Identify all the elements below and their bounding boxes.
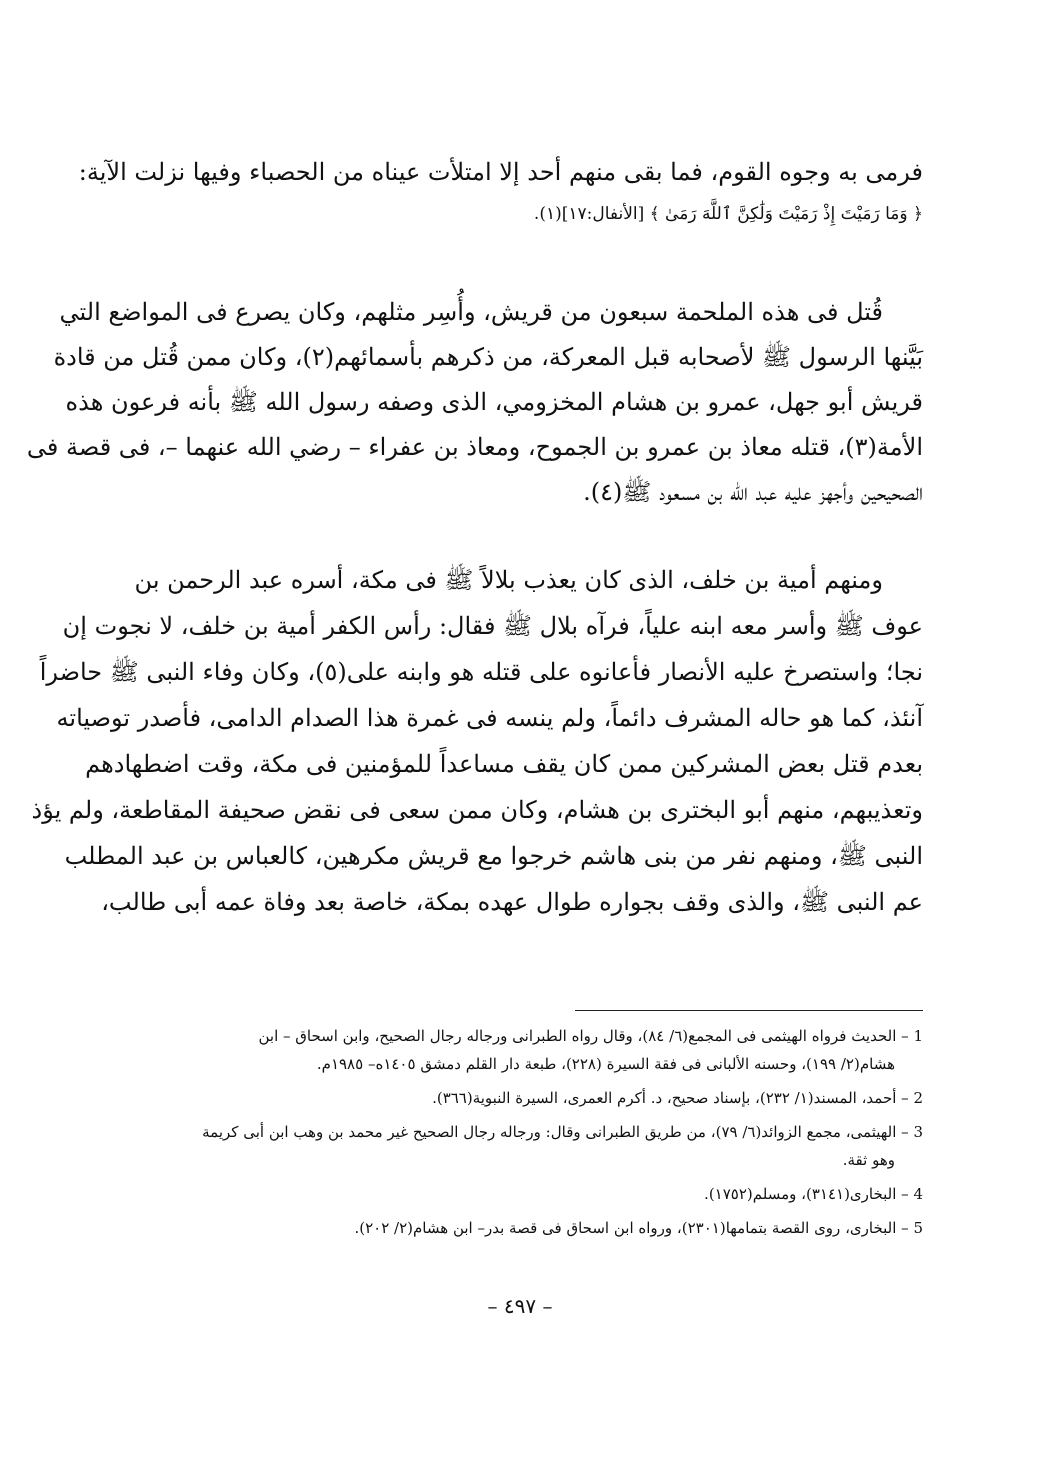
footnote-separator bbox=[575, 1010, 923, 1011]
body-line: بَيَّنها الرسول ﷺ لأصحابه قبل المعركة، من ذكرهم بأسمائهم(٢)، وكان ممن قُتل من قادة bbox=[53, 343, 923, 371]
paragraph-3 bbox=[31, 557, 923, 925]
footnote-text: 1 – الحديث فرواه الهيثمى فى المجمع(٦/ ٨٤)، وقال رواه الطبرانى ورجاله رجال الصحيح، وابن اسحاق – ابن bbox=[258, 1027, 923, 1045]
body-line: فرمى به وجوه القوم، فما بقى منهم أحد إلا امتلأت عيناه من الحصباء وفيها نزلت الآية: bbox=[78, 158, 923, 186]
footnote-text-continued: وهو ثقة. bbox=[842, 1151, 895, 1169]
footnote-3 bbox=[118, 1118, 923, 1174]
footnote-text: 4 – البخارى(٣١٤١)، ومسلم(١٧٥٢). bbox=[704, 1185, 923, 1203]
footnote-4 bbox=[118, 1180, 923, 1208]
body-line: نجا؛ واستصرخ عليه الأنصار فأعانوه على قتله هو وابنه على(٥)، وكان وفاء النبى ﷺ حاضراً bbox=[39, 658, 923, 686]
footnote-text-continued: هشام(٢/ ١٩٩)، وحسنه الألبانى فى فقة السيرة (٢٢٨)، طبعة دار القلم دمشق ١٤٠٥ه– ١٩٨٥م. bbox=[316, 1055, 895, 1073]
body-line: النبى ﷺ، ومنهم نفر من بنى هاشم خرجوا مع قريش مكرهين، كالعباس بن عبد المطلب bbox=[64, 842, 923, 870]
footnote-text: 3 – الهيثمى، مجمع الزوائد(٦/ ٧٩)، من طريق الطبرانى وقال: ورجاله رجال الصحيح غير محمد بن وهب ابن أبى كريمة bbox=[202, 1123, 923, 1141]
body-line: الصحيحين وأجهز عليه عبد الله بن مسعود ﷺ(٤). bbox=[583, 478, 923, 506]
paragraph-2 bbox=[26, 290, 923, 515]
body-line: قُتل فى هذه الملحمة سبعون من قريش، وأُسِر مثلهم، وكان يصرع فى المواضع التي bbox=[59, 298, 883, 326]
footnote-text: 5 – البخارى، روى القصة بتمامها(٢٣٠١)، ورواه ابن اسحاق فى قصة بدر– ابن هشام(٢/ ٢٠٢). bbox=[354, 1219, 923, 1237]
footnote-2 bbox=[118, 1084, 923, 1112]
body-line: عوف ﷺ وأسر معه ابنه علياً، فرآه بلال ﷺ فقال: رأس الكفر أمية بن خلف، لا نجوت إن bbox=[62, 612, 923, 640]
body-line: ومنهم أمية بن خلف، الذى كان يعذب بلالاً ﷺ فى مكة، أسره عبد الرحمن بن bbox=[134, 566, 883, 594]
footnote-text: 2 – أحمد، المسند(١/ ٢٣٢)، بإسناد صحيح، د. أكرم العمرى، السيرة النبوية(٣٦٦). bbox=[432, 1089, 923, 1107]
body-line: عم النبى ﷺ، والذى وقف بجواره طوال عهده بمكة، خاصة بعد وفاة عمه أبى طالب، bbox=[101, 888, 923, 916]
body-line: قريش أبو جهل، عمرو بن هشام المخزومي، الذى وصفه رسول الله ﷺ بأنه فرعون هذه bbox=[65, 388, 923, 416]
footnote-1 bbox=[118, 1022, 923, 1078]
body-line: وتعذيبهم، منهم أبو البخترى بن هشام، وكان ممن سعى فى نقض صحيفة المقاطعة، ولم يؤذ bbox=[31, 796, 923, 824]
body-line: بعدم قتل بعض المشركين ممن كان يقف مساعداً للمؤمنين فى مكة، وقت اضطهادهم bbox=[85, 750, 923, 778]
footnotes bbox=[118, 1022, 923, 1242]
footnote-5 bbox=[118, 1214, 923, 1242]
page-number: – ٤٩٧ – bbox=[487, 1294, 553, 1318]
body-line: آنئذ، كما هو حاله المشرف دائماً، ولم ينسه فى غمرة هذا الصدام الدامى، فأصدر توصياته bbox=[56, 704, 923, 732]
quran-verse-line: ﴿ وَمَا رَمَيْتَ إِذْ رَمَيْتَ وَلَٰكِنَّ ٱللَّهَ رَمَىٰ ﴾ [الأنفال:١٧](١). bbox=[533, 204, 923, 224]
paragraph-1 bbox=[78, 150, 923, 234]
body-line: الأمة(٣)، قتله معاذ بن عمرو بن الجموح، ومعاذ بن عفراء – رضي الله عنهما –، فى قصة فى bbox=[26, 433, 923, 461]
